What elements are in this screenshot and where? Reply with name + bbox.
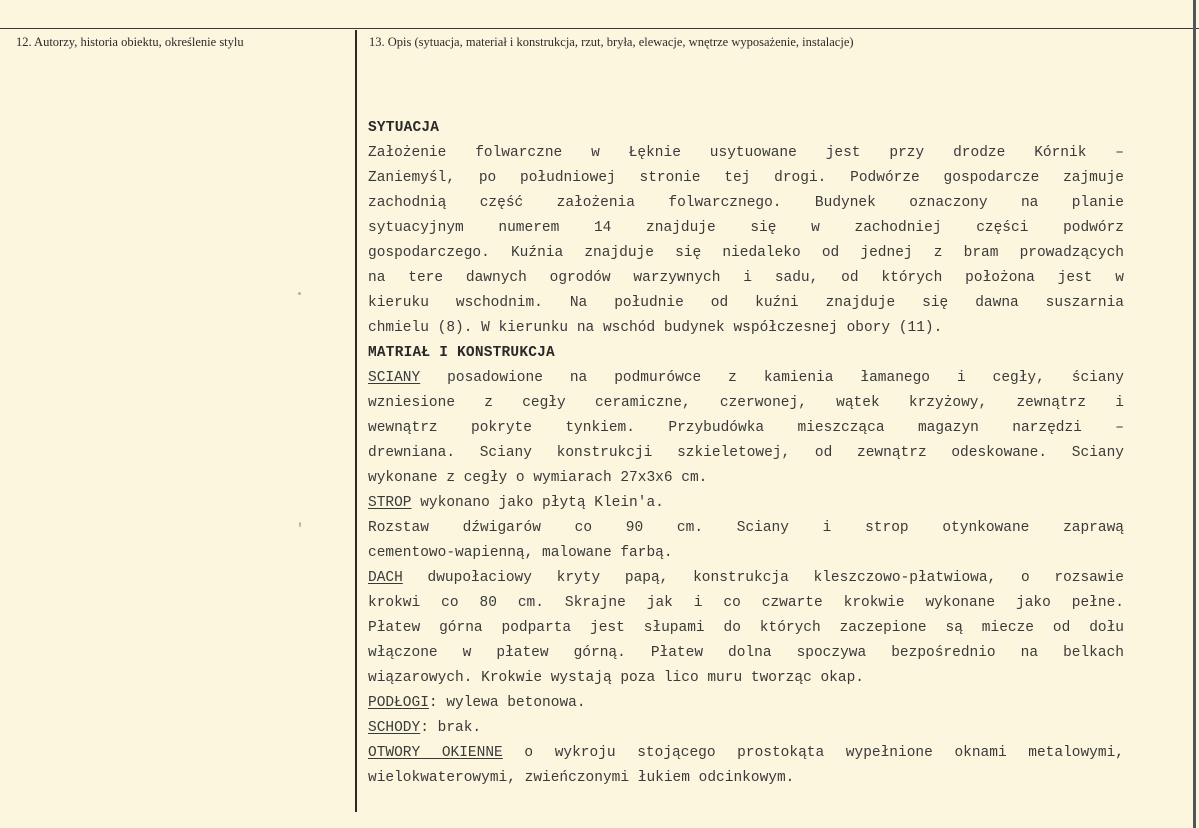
text-line: wiązarowych. Krokwie wystają poza lico muru tworząc okap. (368, 670, 864, 686)
text-line: wykonane z cegły o wymiarach 27x3x6 cm. (368, 470, 708, 486)
text-line: cementowo-wapienną, malowane farbą. (368, 545, 673, 561)
section-heading-material: MATRIAŁ I KONSTRUKCJA (368, 345, 555, 361)
text-line-otwory (368, 741, 1124, 766)
label-schody: SCHODY (368, 720, 421, 736)
top-rule (0, 28, 1199, 29)
right-border (1193, 0, 1196, 828)
text-span: wykonano jako płytą Klein'a. (411, 495, 664, 511)
text-line-schody (368, 716, 1124, 741)
text-line-sciany (368, 366, 1124, 391)
paper-speck (298, 292, 301, 295)
paper-speck (299, 522, 301, 527)
section-heading-sytuacja: SYTUACJA (368, 120, 440, 136)
header-description: 13. Opis (sytuacja, materiał i konstrukcja, rzut, bryła, elewacje, wnętrze wyposażenie, instalacje) (369, 35, 854, 49)
text-line: kieruku wschodnim. Na południe od kuźni znajduje się dawna suszarnia (368, 295, 1124, 311)
text-span: : brak. (420, 720, 482, 736)
label-otwory-okienne: OTWORY OKIENNE (368, 745, 503, 761)
text-line: chmielu (8). W kierunku na wschód budynek współczesnej obory (11). (368, 320, 943, 336)
text-line: Rozstaw dźwigarów co 90 cm. Sciany i strop otynkowane zaprawą (368, 520, 1124, 536)
text-line: Zaniemyśl, po południowej stronie tej drogi. Podwórze gospodarcze zajmuje (368, 170, 1124, 186)
text-span: dwupołaciowy kryty papą, konstrukcja kleszczowo-płatwiowa, o rozsawie (402, 570, 1124, 586)
label-sciany: SCIANY (368, 370, 421, 386)
label-dach: DACH (368, 570, 403, 586)
text-line: sytuacyjnym numerem 14 znajduje się w zachodniej części podwórz (368, 220, 1124, 236)
text-span: posadowione na podmurówce z kamienia łamanego i cegły, ściany (420, 370, 1124, 386)
column-divider (355, 30, 357, 812)
label-podlogi: PODŁOGI (368, 695, 429, 711)
text-line: Założenie folwarczne w Łęknie usytuowane jest przy drodze Kórnik – (368, 145, 1124, 161)
text-line-dach (368, 566, 1124, 591)
text-line: wewnątrz pokryte tynkiem. Przybudówka mieszcząca magazyn narzędzi – (368, 420, 1124, 436)
text-line: krokwi co 80 cm. Skrajne jak i co czwarte krokwie wykonane jako pełne. (368, 595, 1124, 611)
text-line-podlogi (368, 691, 1124, 716)
header-authors-history: 12. Autorzy, historia obiektu, określenie stylu (16, 35, 244, 49)
text-line: drewniana. Sciany konstrukcji szkieletowej, od zewnątrz odeskowane. Sciany (368, 445, 1124, 461)
text-line: wzniesione z cegły ceramiczne, czerwonej, wątek krzyżowy, zewnątrz i (368, 395, 1124, 411)
text-line: zachodnią część założenia folwarcznego. Budynek oznaczony na planie (368, 195, 1124, 211)
text-line: Płatew górna podparta jest słupami do których zaczepione są miecze od dołu (368, 620, 1124, 636)
description-body (368, 116, 1124, 791)
text-line: na tere dawnych ogrodów warzywnych i sadu, od których położona jest w (368, 270, 1124, 286)
text-span: : wylewa betonowa. (428, 695, 586, 711)
text-line: wielokwaterowymi, zwieńczonymi łukiem odcinkowym. (368, 770, 795, 786)
text-line: gospodarczego. Kuźnia znajduje się niedaleko od jednej z bram prowadzących (368, 245, 1124, 261)
text-line-strop (368, 491, 1124, 516)
label-strop: STROP (368, 495, 412, 511)
text-line: włączone w płatew górną. Płatew dolna spoczywa bezpośrednio na belkach (368, 645, 1124, 661)
text-span: o wykroju stojącego prostokąta wypełnione oknami metalowymi, (502, 745, 1124, 761)
